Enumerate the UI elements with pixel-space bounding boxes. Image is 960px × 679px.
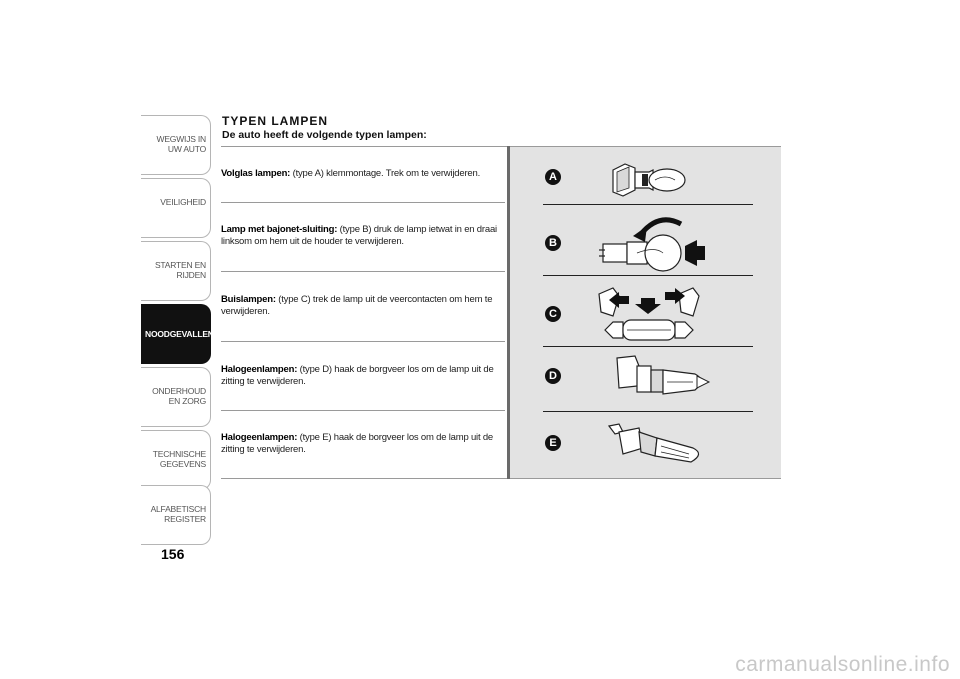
lamp-name: Halogeenlampen: <box>221 432 298 443</box>
row-divider <box>221 271 505 272</box>
tab-wegwijs[interactable]: WEGWIJS IN UW AUTO <box>141 115 211 175</box>
lamp-label-d: D <box>545 368 561 384</box>
tab-onderhoud-en-zorg[interactable]: ONDERHOUD EN ZORG <box>141 367 211 427</box>
h1-halogen-bulb-icon <box>605 420 715 476</box>
row-divider <box>221 202 505 203</box>
table-bottom-rule <box>221 478 781 479</box>
illustration-divider <box>543 275 753 276</box>
lamp-name: Volglas lampen: <box>221 168 291 179</box>
illustration-divider <box>543 411 753 412</box>
tab-alfabetisch-register[interactable]: ALFABETISCH REGISTER <box>141 485 211 545</box>
h7-halogen-bulb-icon <box>613 352 713 408</box>
page-number: 156 <box>161 546 185 562</box>
lamp-desc: (type B) druk de lamp ietwat in en draai linksom om hem uit de houder te verwijderen. <box>221 224 497 247</box>
wedge-bulb-icon <box>609 160 689 200</box>
illustration-divider <box>543 204 753 205</box>
lamp-desc: (type E) haak de borgveer los om de lamp uit de zitting te verwijderen. <box>221 432 494 455</box>
lamp-label-e: E <box>545 435 561 451</box>
lamp-desc: (type D) haak de borgveer los om de lamp uit de zitting te verwijderen. <box>221 364 494 387</box>
section-title: TYPEN LAMPEN <box>222 114 329 128</box>
tab-noodgevallen[interactable]: NOODGEVALLEN <box>141 304 211 364</box>
section-subtitle: De auto heeft de volgende typen lampen: <box>222 129 427 141</box>
lamp-row-d <box>221 364 505 388</box>
row-divider <box>221 410 505 411</box>
tab-technische-gegevens[interactable]: TECHNISCHE GEGEVENS <box>141 430 211 490</box>
illustration-divider <box>543 346 753 347</box>
watermark: carmanualsonline.info <box>735 653 950 676</box>
lamp-row-c <box>221 294 505 318</box>
lamp-row-a <box>221 168 505 180</box>
lamp-desc: (type C) trek de lamp uit de veercontacten om hem te verwijderen. <box>221 294 493 317</box>
lamp-name: Buislampen: <box>221 294 276 305</box>
lamp-name: Halogeenlampen: <box>221 364 298 375</box>
tab-veiligheid[interactable]: VEILIGHEID <box>141 178 211 238</box>
lamp-row-e <box>221 432 505 456</box>
lamp-label-a: A <box>545 169 561 185</box>
lamp-desc: (type A) klemmontage. Trek om te verwijderen. <box>292 168 481 179</box>
festoon-bulb-icon <box>595 282 703 346</box>
lamp-row-b <box>221 224 505 248</box>
lamp-label-b: B <box>545 235 561 251</box>
lamp-label-c: C <box>545 306 561 322</box>
row-divider <box>221 341 505 342</box>
tab-starten-en-rijden[interactable]: STARTEN EN RIJDEN <box>141 241 211 301</box>
bayonet-bulb-icon <box>597 212 707 274</box>
lamp-types-table <box>221 146 781 479</box>
lamp-name: Lamp met bajonet-sluiting: <box>221 224 338 235</box>
